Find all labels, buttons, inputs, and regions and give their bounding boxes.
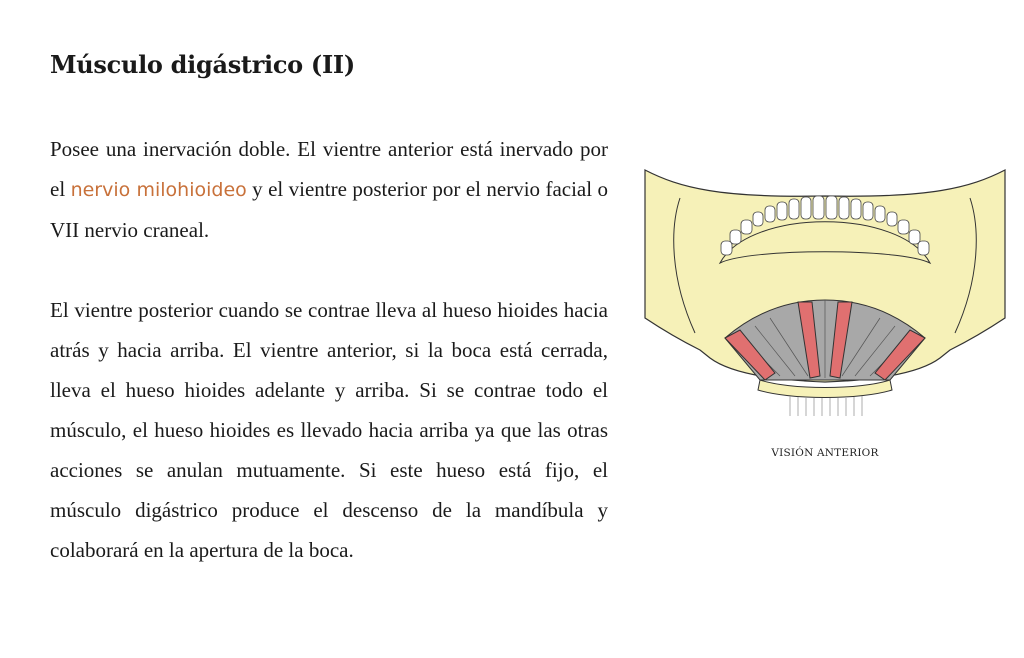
paragraph-innervation [50,129,608,250]
body-text [50,129,608,610]
hyoid-bone [758,380,892,398]
paragraph-innervation-end: y el vientre posterior por el nervio facial o VII nervio craneal. [50,177,609,242]
paragraph-actions: El vientre posterior cuando se contrae lleva al hueso hioides hacia atrás y hacia arriba. El vientre anterior, si la boca está cerrada, lleva el hueso hioides adelante y arriba. Si se contrae todo el músculo, el hueso hioides es llevado hacia arriba ya que las otras acciones se anulan mutuamente. Si este hueso está fijo, el músculo digástrico produce el descenso de la mandíbula y colaborará en la apertura de la boca. [50,298,608,562]
paragraph-innervation-start: Posee una inervación doble. El vientre anterior está inervado por el [50,137,608,201]
page-title: Músculo digástrico (II) [50,50,355,79]
digastric-anterior-view-illustration [640,168,1010,418]
figure-caption: VISIÓN ANTERIOR [771,447,879,459]
nervio-milohioideo-link[interactable]: nervio milohioideo [70,179,247,201]
infrahyoid-strands [790,396,862,416]
